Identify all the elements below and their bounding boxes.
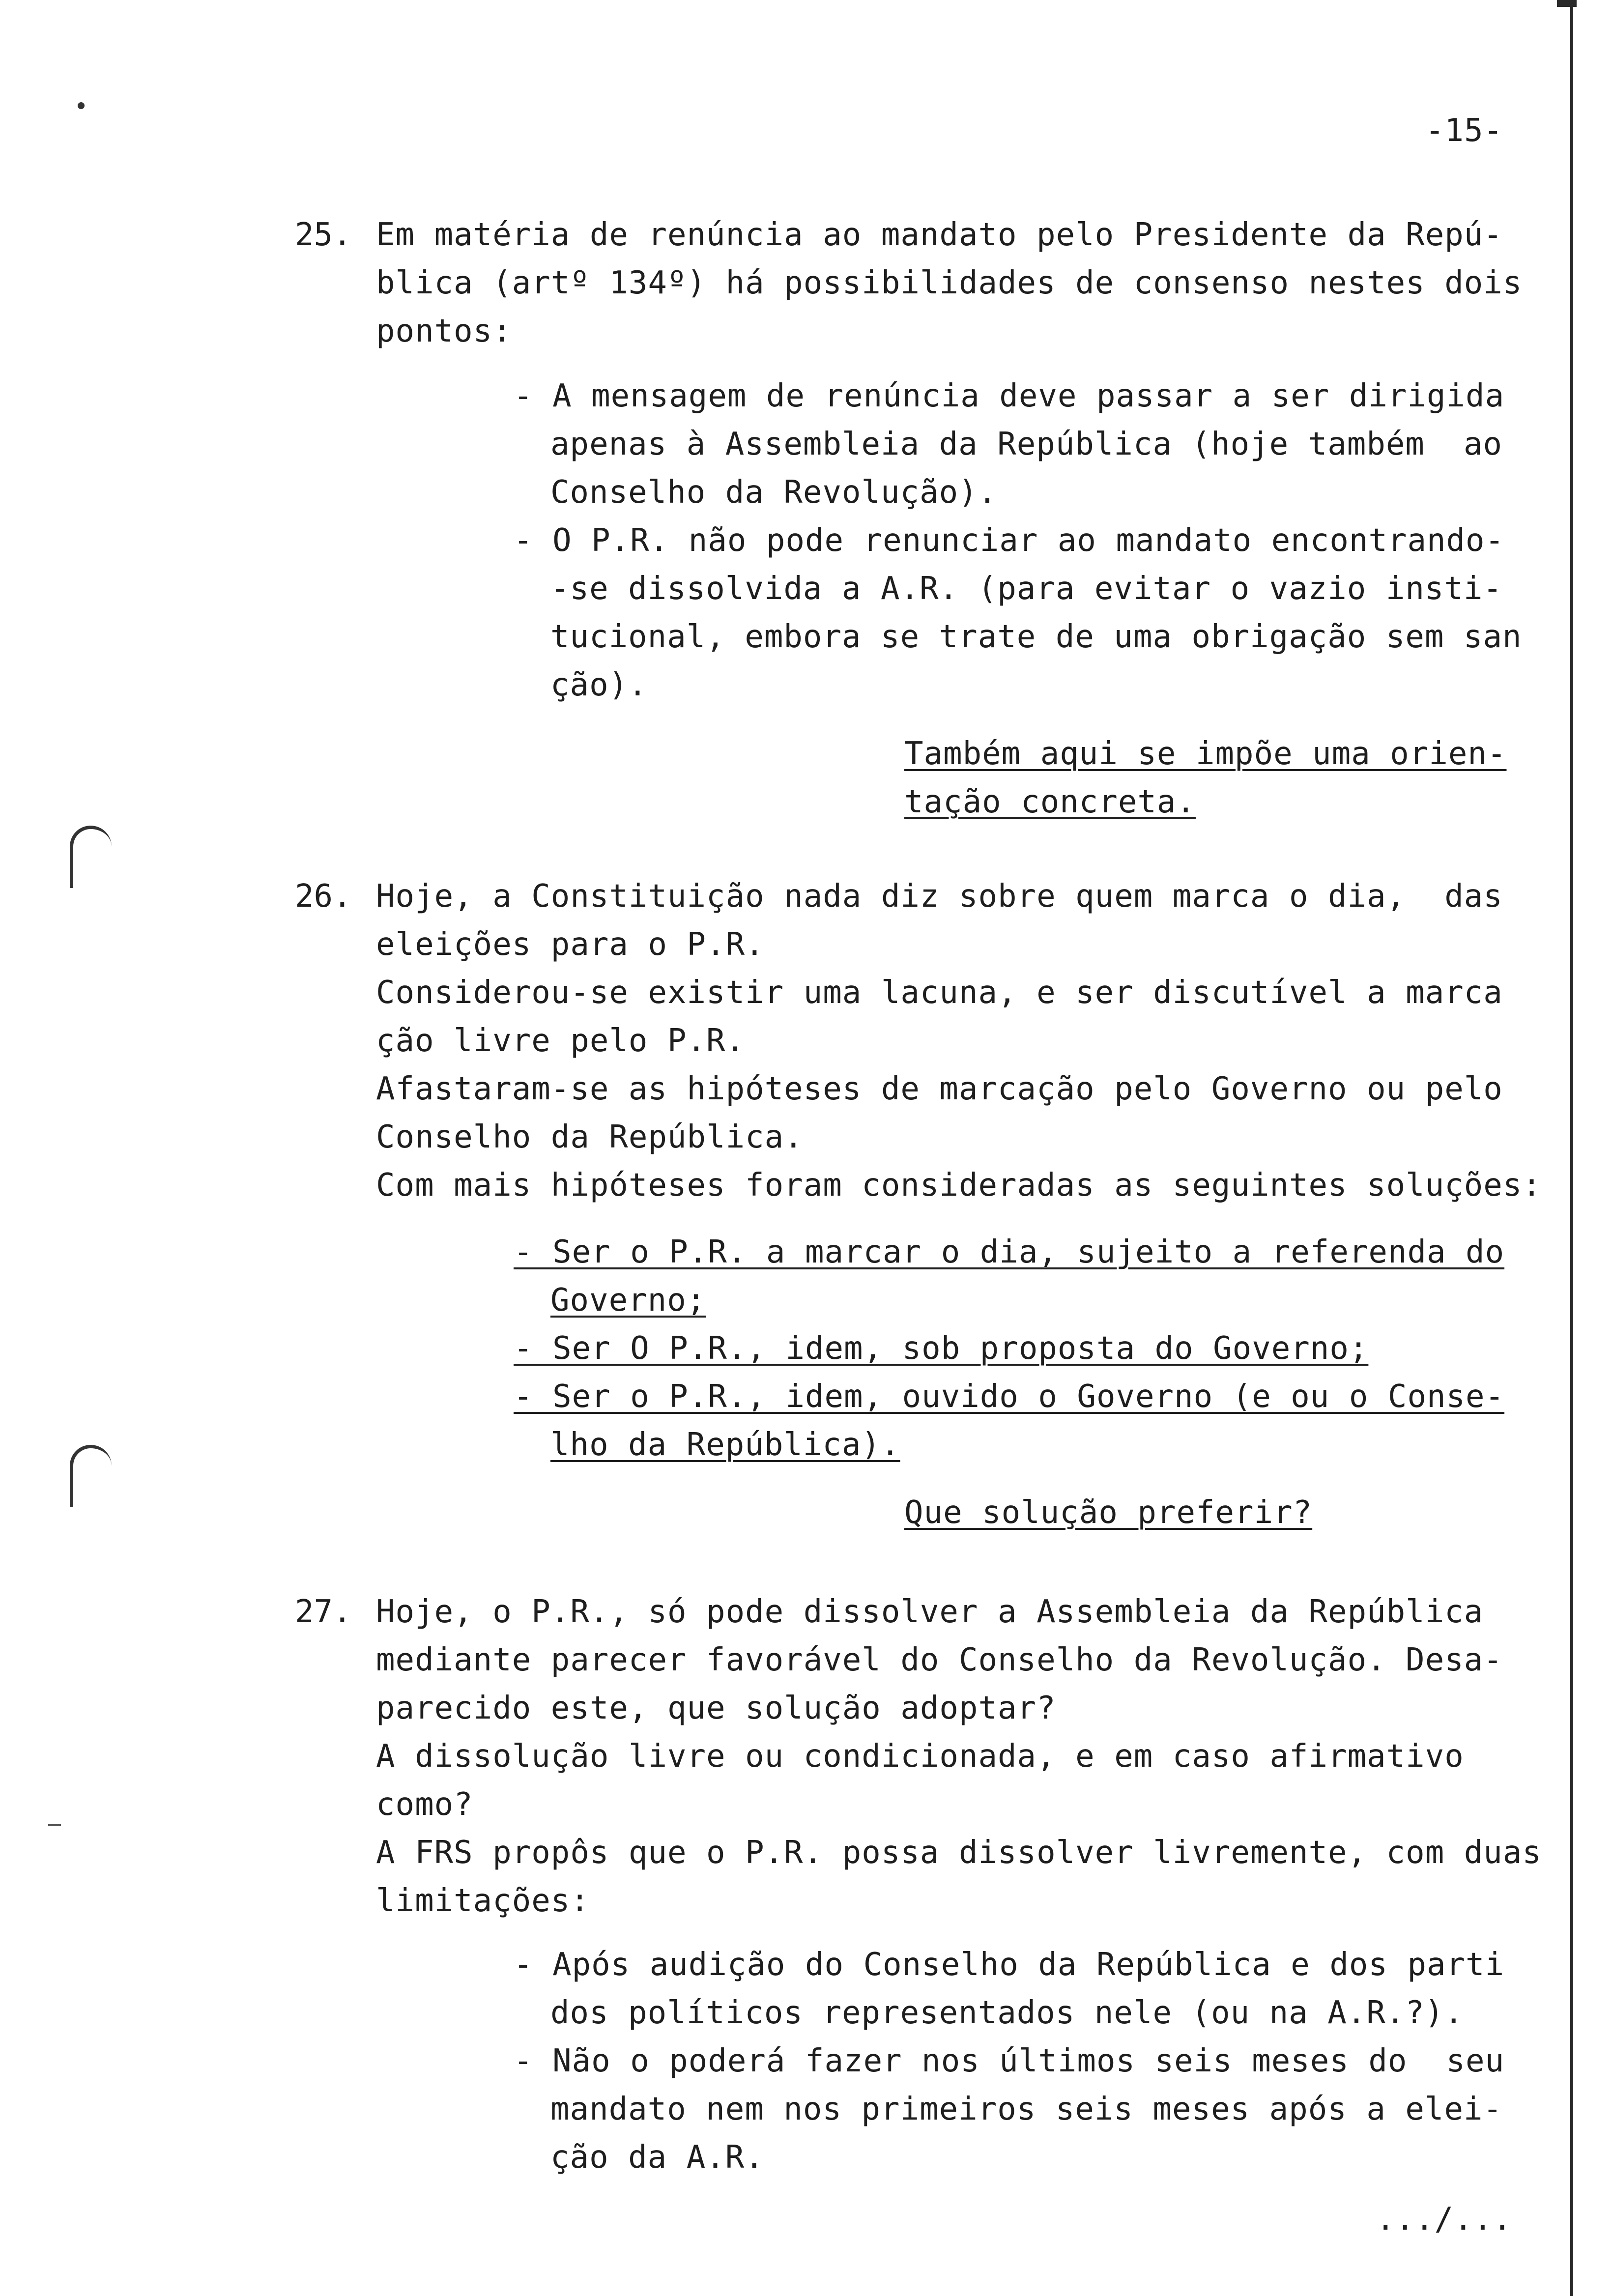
page-number: -15- [1425,113,1503,149]
paragraph-line: eleições para o P.R. [376,926,765,963]
paragraph-line: pontos: [376,313,512,349]
bullet-line: tucional, embora se trate de uma obrigação sem san [550,619,1522,655]
bullet-line: Governo; [550,1282,706,1319]
ink-dot [78,102,85,109]
bullet-line: - A mensagem de renúncia deve passar a ser dirigida [514,378,1505,414]
bullet-line: ção da A.R. [550,2139,764,2176]
binding-edge-line [1570,0,1573,2296]
paragraph-line: A dissolução livre ou condicionada, e em caso afirmativo [376,1738,1464,1775]
punch-hole-upper [70,826,112,888]
bullet-line: - Ser o P.R., idem, ouvido o Governo (e ou o Conse- [514,1378,1505,1415]
bullet-line: ção). [550,667,648,703]
paragraph-line: blica (artº 134º) há possibilidades de consenso nestes dois [376,265,1523,301]
paragraph-line: limitações: [376,1883,590,1919]
item-number: 26. [295,878,352,915]
conclusion-line: tação concreta. [904,784,1196,820]
conclusion-line: Também aqui se impõe uma orien- [904,736,1507,772]
paragraph-line: Afastaram-se as hipóteses de marcação pelo Governo ou pelo [376,1071,1503,1107]
bullet-line: lho da República). [550,1427,900,1463]
paragraph-line: Conselho da República. [376,1119,804,1155]
paragraph-line: Hoje, a Constituição nada diz sobre quem marca o dia, das [376,878,1503,915]
bullet-line: Conselho da Revolução). [550,474,998,511]
paragraph-line: Considerou-se existir uma lacuna, e ser discutível a marca [376,975,1503,1011]
paragraph-line: A FRS propôs que o P.R. possa dissolver livremente, com duas [376,1835,1542,1871]
margin-dash-mark [48,1824,61,1826]
paragraph-line: ção livre pelo P.R. [376,1023,746,1059]
conclusion-line: Que solução preferir? [904,1494,1313,1531]
punch-hole-lower [70,1445,112,1507]
paragraph-line: Com mais hipóteses foram consideradas as seguintes soluções: [376,1167,1542,1204]
bullet-line: - O P.R. não pode renunciar ao mandato encontrando- [514,522,1505,559]
bullet-line: -se dissolvida a A.R. (para evitar o vazio insti- [550,571,1503,607]
paragraph-line: Hoje, o P.R., só pode dissolver a Assembleia da República [376,1594,1484,1630]
item-number: 25. [295,217,352,253]
bullet-line: mandato nem nos primeiros seis meses após a elei- [550,2091,1503,2127]
bullet-line: - Não o poderá fazer nos últimos seis meses do seu [514,2043,1505,2079]
item-number: 27. [295,1594,352,1630]
bullet-line: - Após audição do Conselho da República e dos parti [514,1947,1505,1983]
paragraph-line: Em matéria de renúncia ao mandato pelo Presidente da Repú- [376,217,1503,253]
bullet-line: - Ser o P.R. a marcar o dia, sujeito a referenda do [514,1234,1505,1270]
bullet-line: dos políticos representados nele (ou na A.R.?). [550,1995,1464,2031]
paragraph-line: como? [376,1786,473,1823]
top-edge-mark [1557,0,1577,7]
paragraph-line: mediante parecer favorável do Conselho da Revolução. Desa- [376,1642,1503,1678]
bullet-line: apenas à Assembleia da República (hoje também ao [550,426,1503,462]
bullet-line: - Ser O P.R., idem, sob proposta do Governo; [514,1330,1369,1367]
paragraph-line: parecido este, que solução adoptar? [376,1690,1056,1726]
continuation-mark: .../... [1376,2201,1512,2238]
